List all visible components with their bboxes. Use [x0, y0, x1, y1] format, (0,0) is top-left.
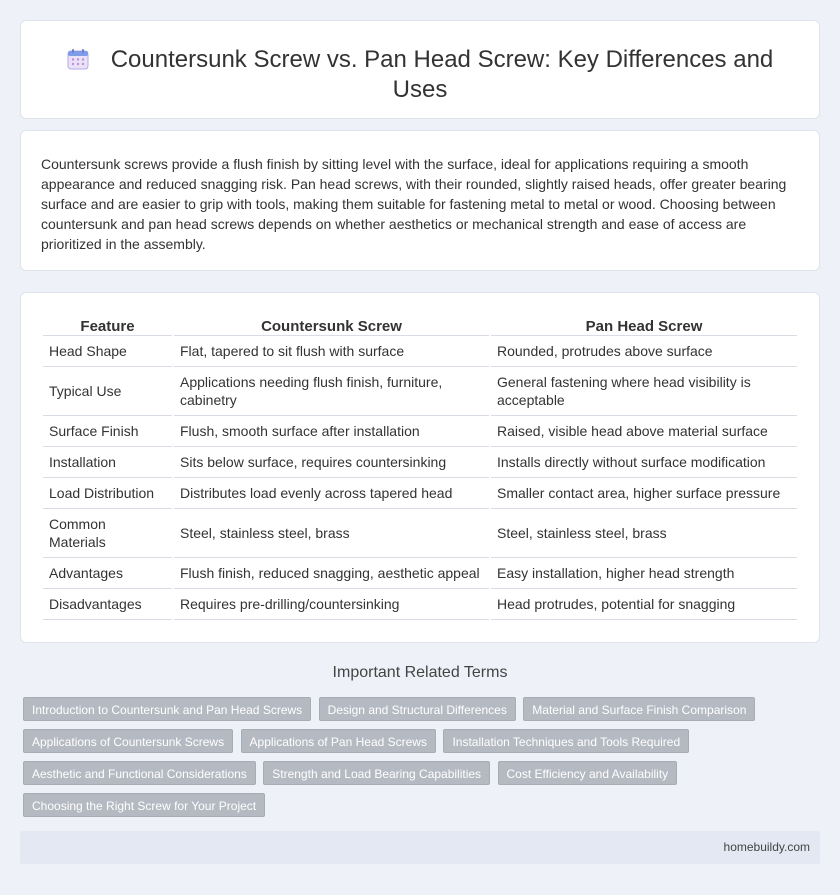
header-countersunk: Countersunk Screw — [174, 316, 489, 336]
feature-cell: Installation — [43, 447, 172, 478]
feature-cell: Surface Finish — [43, 416, 172, 447]
related-tag[interactable]: Installation Techniques and Tools Required — [443, 729, 689, 753]
related-tag[interactable]: Introduction to Countersunk and Pan Head Screws — [23, 697, 311, 721]
countersunk-cell: Requires pre-drilling/countersinking — [174, 589, 489, 620]
feature-cell: Common Materials — [43, 509, 172, 558]
feature-cell: Advantages — [43, 558, 172, 589]
feature-cell: Typical Use — [43, 367, 172, 416]
intro-card — [20, 130, 820, 271]
pan-head-cell: Steel, stainless steel, brass — [491, 509, 797, 558]
pan-head-cell: Easy installation, higher head strength — [491, 558, 797, 589]
footer — [20, 831, 820, 864]
pan-head-cell: Raised, visible head above material surface — [491, 416, 797, 447]
related-tag[interactable]: Design and Structural Differences — [319, 697, 516, 721]
related-tag[interactable]: Aesthetic and Functional Considerations — [23, 761, 256, 785]
related-terms-tags — [23, 697, 783, 825]
title-card — [20, 20, 820, 119]
intro-paragraph: Countersunk screws provide a flush finish by sitting level with the surface, ideal for applications requiring a smooth appearance and reduced snagging risk. Pan head screws, with their rounded, slightly raised heads, offer greater bearing surface and are easier to grip with tools, making them suitable for fastening metal to metal or wood. Choosing between countersunk and pan head screws depends on whether aesthetics or mechanical strength and ease of access are prioritized in the assembly. — [41, 156, 787, 252]
related-tag[interactable]: Strength and Load Bearing Capabilities — [263, 761, 490, 785]
tag-row — [23, 729, 783, 761]
tag-row — [23, 761, 783, 793]
table-row — [43, 589, 797, 620]
tag-row — [23, 793, 783, 825]
pan-head-cell: Smaller contact area, higher surface pressure — [491, 478, 797, 509]
related-tag[interactable]: Choosing the Right Screw for Your Project — [23, 793, 265, 817]
countersunk-cell: Flush finish, reduced snagging, aesthetic appeal — [174, 558, 489, 589]
header-pan-head: Pan Head Screw — [491, 316, 797, 336]
table-row — [43, 336, 797, 367]
related-tag[interactable]: Applications of Countersunk Screws — [23, 729, 233, 753]
pan-head-cell: Installs directly without surface modification — [491, 447, 797, 478]
calendar-icon — [67, 48, 89, 70]
feature-cell: Load Distribution — [43, 478, 172, 509]
table-header-row — [43, 316, 797, 336]
countersunk-cell: Flush, smooth surface after installation — [174, 416, 489, 447]
pan-head-cell: Rounded, protrudes above surface — [491, 336, 797, 367]
related-tag[interactable]: Applications of Pan Head Screws — [241, 729, 436, 753]
table-row — [43, 367, 797, 416]
pan-head-cell: Head protrudes, potential for snagging — [491, 589, 797, 620]
pan-head-cell: General fastening where head visibility is acceptable — [491, 367, 797, 416]
feature-cell: Disadvantages — [43, 589, 172, 620]
table-row — [43, 416, 797, 447]
table-row — [43, 447, 797, 478]
page-title: Countersunk Screw vs. Pan Head Screw: Key Differences and Uses — [110, 46, 774, 103]
table-row — [43, 509, 797, 558]
comparison-table-card — [20, 292, 820, 643]
table-row — [43, 478, 797, 509]
countersunk-cell: Distributes load evenly across tapered head — [174, 478, 489, 509]
feature-cell: Head Shape — [43, 336, 172, 367]
comparison-table — [41, 316, 799, 620]
table-row — [43, 558, 797, 589]
countersunk-cell: Applications needing flush finish, furniture, cabinetry — [174, 367, 489, 416]
related-terms-title: Important Related Terms — [332, 664, 508, 681]
related-tag[interactable]: Material and Surface Finish Comparison — [523, 697, 755, 721]
header-feature: Feature — [43, 316, 172, 336]
countersunk-cell: Sits below surface, requires countersinking — [174, 447, 489, 478]
tag-row — [23, 697, 783, 729]
footer-site-link[interactable]: homebuildy.com — [723, 840, 810, 854]
countersunk-cell: Steel, stainless steel, brass — [174, 509, 489, 558]
countersunk-cell: Flat, tapered to sit flush with surface — [174, 336, 489, 367]
page-title-wrap — [61, 45, 779, 105]
related-tag[interactable]: Cost Efficiency and Availability — [498, 761, 678, 785]
